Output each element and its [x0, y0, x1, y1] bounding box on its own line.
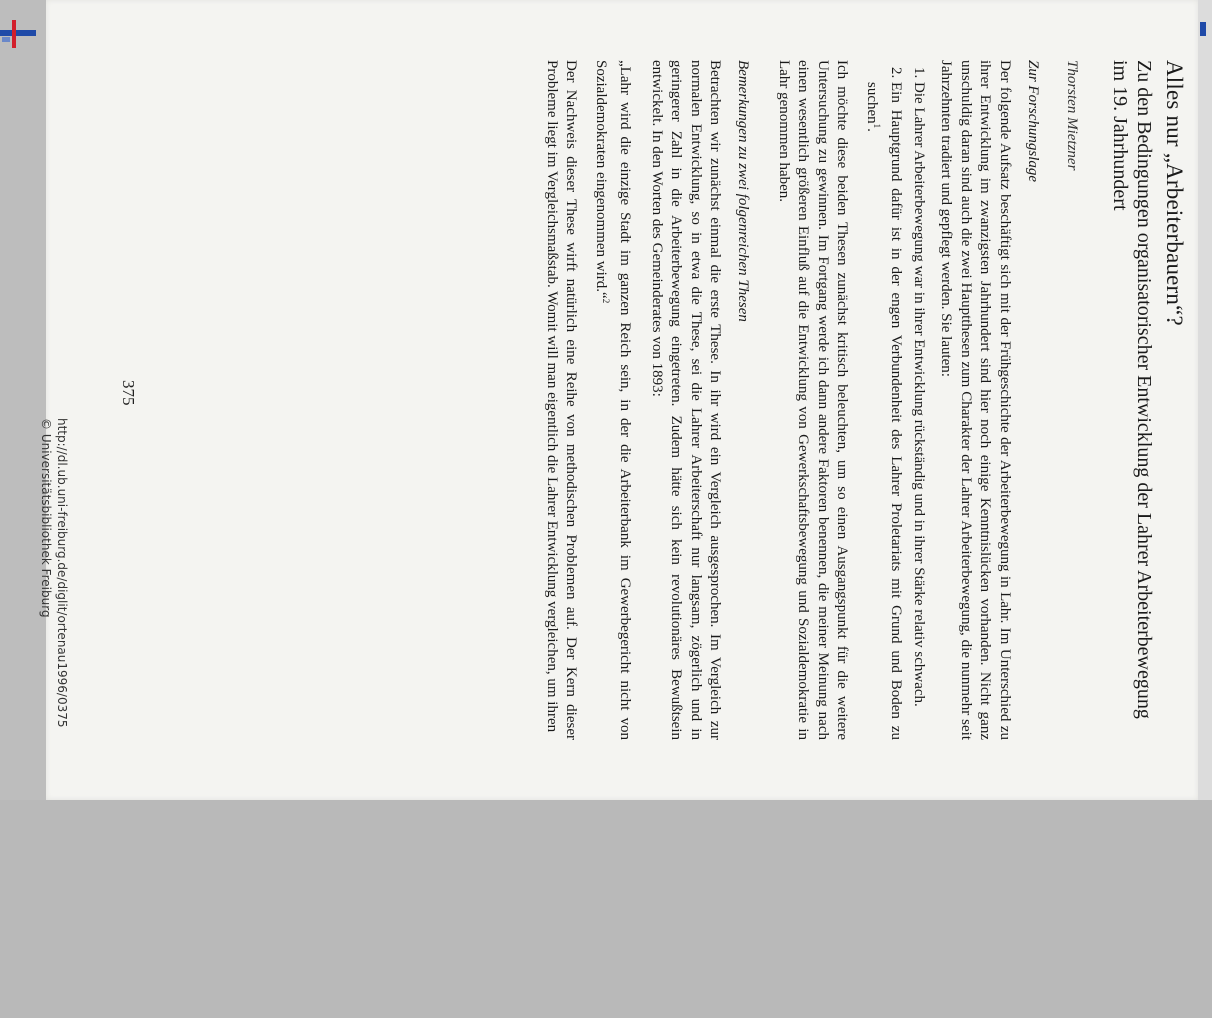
paragraph-proof: Der Nachweis dieser These wirft natürlich eine Reihe von methodischen Problemen auf. Der Kern dieser Probleme liegt im Vergleichsmaßstab. Womit will man eigentlich die Lahrer Entwicklung vergleichen, um ihren [544, 60, 580, 740]
section-heading-research: Zur Forschungslage [1025, 60, 1041, 183]
article [542, 60, 1189, 740]
paragraph-approach: Ich möchte diese beiden Thesen zunächst kritisch beleuchten, um so einen Ausgangspunkt für die weitere Untersuchung zu gewinnen. Im Fortgang werde ich dann andere Faktoren benennen, die meiner Meinung nach einen wesentlich größeren Einfluß auf die Entwicklung von Gewerkschaftsbewegung und Sozialdemokratie in Lahr genommen haben. [776, 60, 851, 740]
digitization-footer [38, 418, 70, 1018]
section-heading-theses: Bemerkungen zu zwei folgenreichen Thesen [735, 60, 752, 322]
quote-text: „Lahr wird die einzige Stadt im ganzen Reich sein, in der die Arbeiterbank im Gewerbegericht nicht von Sozialdemokraten eingenommen wird.“ [593, 60, 634, 740]
page-edge [1198, 0, 1212, 800]
paragraph-first-thesis: Betrachten wir zunächst einmal die erste These. In ihr wird ein Vergleich ausgesprochen. Im Vergleich zur normalen Entwicklung, so in etwa die These, sei die Lahrer Arbeiterschaft nur langsam, zögerlich und in geringerer Zahl in die Arbeiterbewegung eingetreten. Zudem hätte sich kein revolutionäres Bewußtsein entwickelt. In den Worten des Gemeinderates von 1893: [649, 60, 724, 740]
paragraph-intro: Der folgende Aufsatz beschäftigt sich mit der Frühgeschichte der Arbeiterbewegung in Lahr. Im Unterschied zu ihrer Entwicklung im zwanzigsten Jahrhundert sind hier noch einige Kenntnislücken vorhanden. Nicht ganz unschuldig daran sind auch die zwei Hauptthesen zum Charakter der Lahrer Arbeiterbewegung, die nunmehr seit Jahrzehnten tradiert und gepflegt werden. Sie lauten: [938, 60, 1013, 740]
article-title: Alles nur „Arbeiterbauern“? [1162, 60, 1187, 326]
thesis-item: 2. Ein Hauptgrund dafür ist in der engen Verbundenheit des Lahrer Proletariats mit Grund und Boden zu suchen$^1$. [862, 82, 906, 740]
copyright-note: © Universitätsbibliothek Freiburg [39, 418, 53, 618]
page-number: 375 [119, 380, 138, 406]
council-quote [591, 60, 635, 740]
theses-list [862, 60, 929, 740]
footnote-ref: 1 [872, 123, 882, 129]
footnote-ref: 2 [601, 298, 611, 304]
color-calibration-mark-left [0, 20, 40, 48]
author-name: Thorsten Mietzner [1064, 60, 1080, 171]
source-url: http://dl.ub.uni-freiburg.de/diglit/ortenau1996/0375 [55, 418, 69, 728]
rotated-page-content [39, 0, 1198, 800]
thesis-text: Ein Hauptgrund dafür ist in der engen Verbundenheit des Lahrer Proletariats mit Grund und Boden zu suchen [864, 82, 905, 740]
thesis-item [909, 82, 929, 740]
thesis-text: Die Lahrer Arbeiterbewegung war in ihrer Entwicklung rückständig und in ihrer Stärke relativ schwach. [911, 82, 927, 707]
article-subtitle: Zu den Bedingungen organisatorischer Entwicklung der Lahrer Arbeiterbewegung im 19. Jahrhundert [1109, 60, 1155, 719]
color-calibration-mark-right [1200, 22, 1208, 38]
